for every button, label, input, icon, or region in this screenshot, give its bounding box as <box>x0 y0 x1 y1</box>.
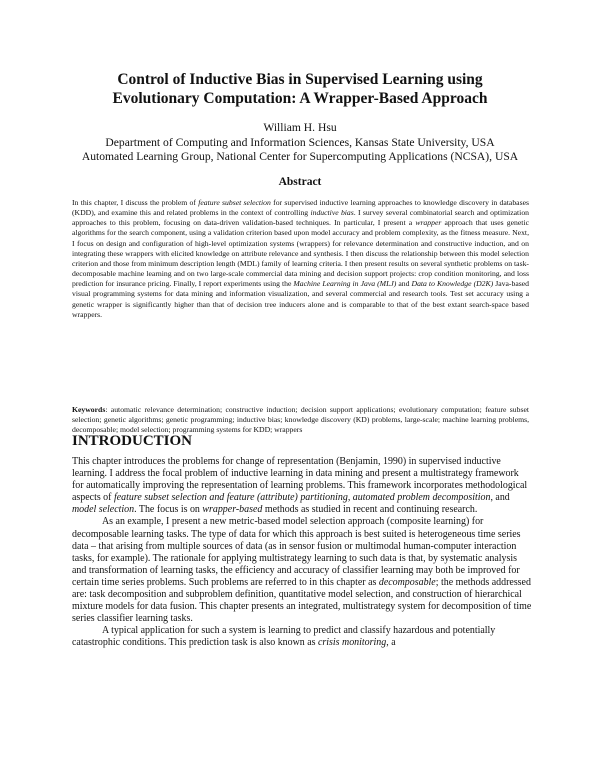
p1-b: , and <box>490 492 510 504</box>
p1-e3: wrapper-based <box>202 504 263 516</box>
abstract-t2: for supervised inductive learning approaches to knowledge discovery in databases (KDD), and examine this and related problems in the context of controlling <box>72 198 529 218</box>
p1-c: . The focus is on <box>134 504 203 516</box>
abstract-t5: and <box>396 279 412 289</box>
p2-e1: decomposable <box>378 576 436 588</box>
p3-e1: crisis monitoring <box>318 637 387 649</box>
author-name: William H. Hsu <box>263 121 337 134</box>
introduction-body <box>72 456 532 650</box>
abstract-e1: feature subset selection <box>198 198 271 207</box>
abstract-t3: . I survey several combinatorial search and optimization approaches to this problem, focusing on data-driven validation-based techniques. In particular, I present a <box>72 208 530 228</box>
keywords <box>72 405 529 435</box>
p1-e1: feature subset selection and feature (attribute) partitioning, automated problem decomposition <box>113 492 491 504</box>
intro-paragraph-1 <box>72 456 532 516</box>
p3-b: , a <box>386 637 396 649</box>
section-heading-introduction: INTRODUCTION <box>72 433 193 449</box>
keywords-label: Keywords <box>72 405 106 414</box>
affiliation-1: Department of Computing and Information Sciences, Kansas State University, USA <box>105 135 495 149</box>
abstract-e4: Machine Learning in Java (MLJ) <box>293 279 397 289</box>
abstract-e3: wrapper <box>415 218 442 228</box>
affiliation-2: Automated Learning Group, National Center for Supercomputing Applications (NCSA), USA <box>81 150 519 163</box>
p2-b: ; the methods addressed are: task decomposition and subproblem definition, quantitative model selection, and construction of hierarchical mixture models for data fusion. This chapter presents an integrated, multistrategy system for decomposition of time series classifier learning tasks. <box>72 576 532 625</box>
paper-title <box>60 70 540 108</box>
abstract-e5: Data to Knowledge (D2K) <box>411 279 494 289</box>
abstract-e2: inductive bias <box>310 208 354 218</box>
title-line-2: Evolutionary Computation: A Wrapper-Based Approach <box>112 90 488 107</box>
p2-a: As an example, I present a new metric-based model selection approach (composite learning) for decomposable learning tasks. The type of data for which this approach is best suited is heterogeneous time series data – that arising from multiple sources of data (as in sensor fusion or multimodal human-computer interaction tasks, for example). The rationale for applying multistrategy learning to such data is that, by systematic analysis and transformation of learning tasks, the efficiency and accuracy of classifier learning may both be improved for certain time series problems. Such problems are referred to in this chapter as <box>72 516 521 588</box>
p3-a: A typical application for such a system is learning to predict and classify hazardous and potentially catastrophic conditions. This prediction task is also known as <box>72 625 496 649</box>
abstract-text <box>72 198 529 320</box>
abstract-heading: Abstract <box>278 176 322 188</box>
abstract-t6: Java-based visual programming systems for data mining and information visualization, and several commercial and research tools. Test set accuracy using a genetic wrapper is significantly higher than that of decision tree inducers alone and is comparable to that of the best extant search-space based wrappers. <box>72 279 529 319</box>
p1-e2: model selection <box>72 504 135 516</box>
abstract-t4: approach that uses genetic algorithms for the search component, using a validation criterion based upon model accuracy and problem complexity, as the fitness measure. Next, I focus on design and configuration of high-level optimization systems (wrappers) for relevance determination and constructive induction, and on integrating these wrappers with elicited knowledge on attribute relevance and synthesis. I then discuss the relationship between this model selection criterion and those from minimum description length (MDL) family of learning criteria. I then present results on several synthetic problems on task-decomposable machine learning and on two large-scale commercial data mining and decision support projects: crop condition monitoring, and loss prediction for insurance pricing. Finally, I report experiments using the <box>72 218 529 289</box>
author-block <box>40 121 560 165</box>
title-line-1: Control of Inductive Bias in Supervised Learning using <box>117 71 483 88</box>
keywords-text: : automatic relevance determination; constructive induction; decision support applications; evolutionary computation; feature subset selection; genetic algorithms; genetic programming; inductive bias; knowledge discovery (KD) problems, large-scale; machine learning problems, decomposable; model selection; programming systems for KDD; wrappers <box>72 405 529 435</box>
p1-a: This chapter introduces the problems for change of representation (Benjamin, 1990) in supervised inductive learning. I address the focal problem of inductive learning in data mining and present a multistrategy framework for automatically improving the representation of learning problems. This framework incorporates methodological aspects of <box>72 456 528 504</box>
intro-paragraph-3 <box>72 625 532 649</box>
intro-paragraph-2 <box>72 516 532 625</box>
abstract-t1: In this chapter, I discuss the problem of <box>72 198 199 207</box>
p1-d: methods as studied in recent and continuing research. <box>262 504 478 516</box>
